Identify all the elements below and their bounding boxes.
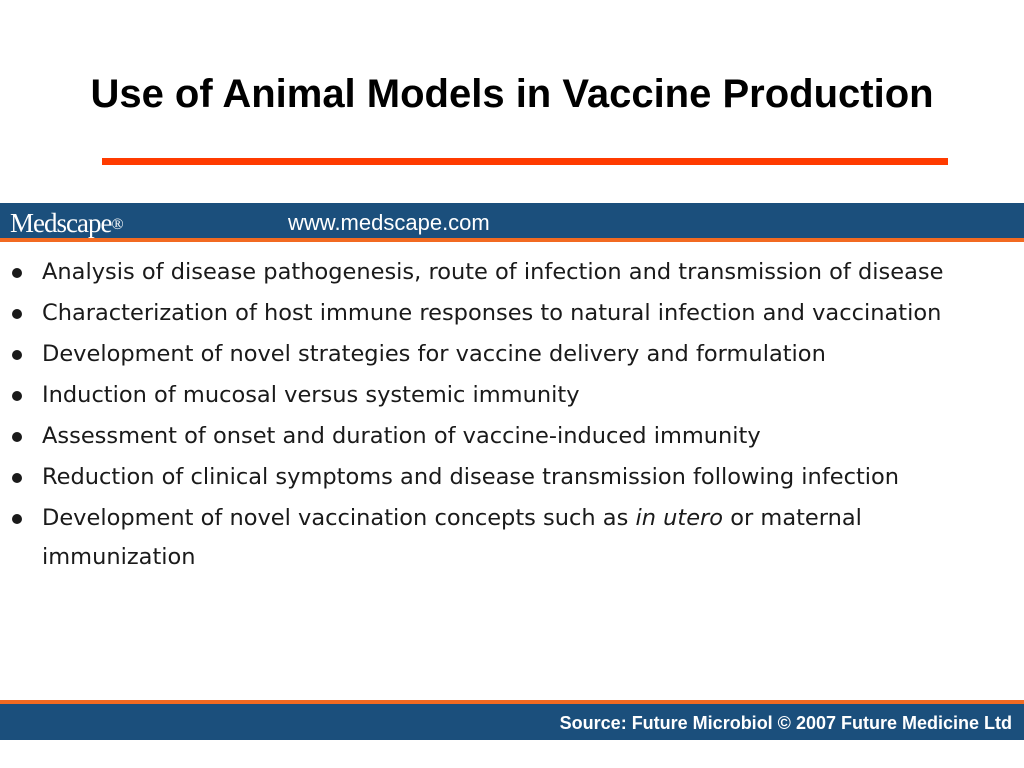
list-item-text-start: Development of novel vaccination concepts such as (42, 505, 636, 531)
list-item (0, 499, 1000, 577)
figure-footer-bar (0, 700, 1024, 740)
slide-title: Use of Animal Models in Vaccine Production (90, 72, 934, 116)
list-item (0, 335, 1000, 374)
bullet-icon (12, 309, 22, 319)
bullet-icon (12, 514, 22, 524)
list-item (0, 294, 1000, 333)
list-item-text-end: or maternal immunization (42, 505, 862, 570)
bullet-icon (12, 432, 22, 442)
bullet-icon (12, 268, 22, 278)
source-credit: Source: Future Microbiol © 2007 Future Medicine Ltd (559, 713, 1012, 733)
list-item (0, 376, 1000, 415)
list-item (0, 253, 1000, 292)
list-item-text: Reduction of clinical symptoms and disease transmission following infection (42, 464, 900, 490)
bullet-list (0, 253, 1000, 579)
bullet-icon (12, 473, 22, 483)
list-item (0, 417, 1000, 456)
medscape-logo-text: Medscape (10, 208, 112, 238)
medscape-figure (0, 203, 1024, 740)
list-item (0, 458, 1000, 497)
title-underline (102, 158, 948, 165)
medscape-logo (10, 206, 124, 242)
list-item-text: Characterization of host immune responses to natural infection and vaccination (42, 300, 942, 326)
bullet-icon (12, 350, 22, 360)
list-item-text: Induction of mucosal versus systemic immunity (42, 382, 580, 408)
list-item-text-italic: in utero (635, 505, 724, 531)
figure-header-bar (0, 203, 1024, 242)
registered-mark: ® (111, 216, 124, 233)
site-url: www.medscape.com (288, 210, 490, 235)
list-item-text: Development of novel strategies for vaccine delivery and formulation (42, 341, 826, 367)
list-item-text: Assessment of onset and duration of vaccine-induced immunity (42, 423, 761, 449)
list-item-text: Analysis of disease pathogenesis, route of infection and transmission of disease (42, 259, 944, 285)
bullet-icon (12, 391, 22, 401)
